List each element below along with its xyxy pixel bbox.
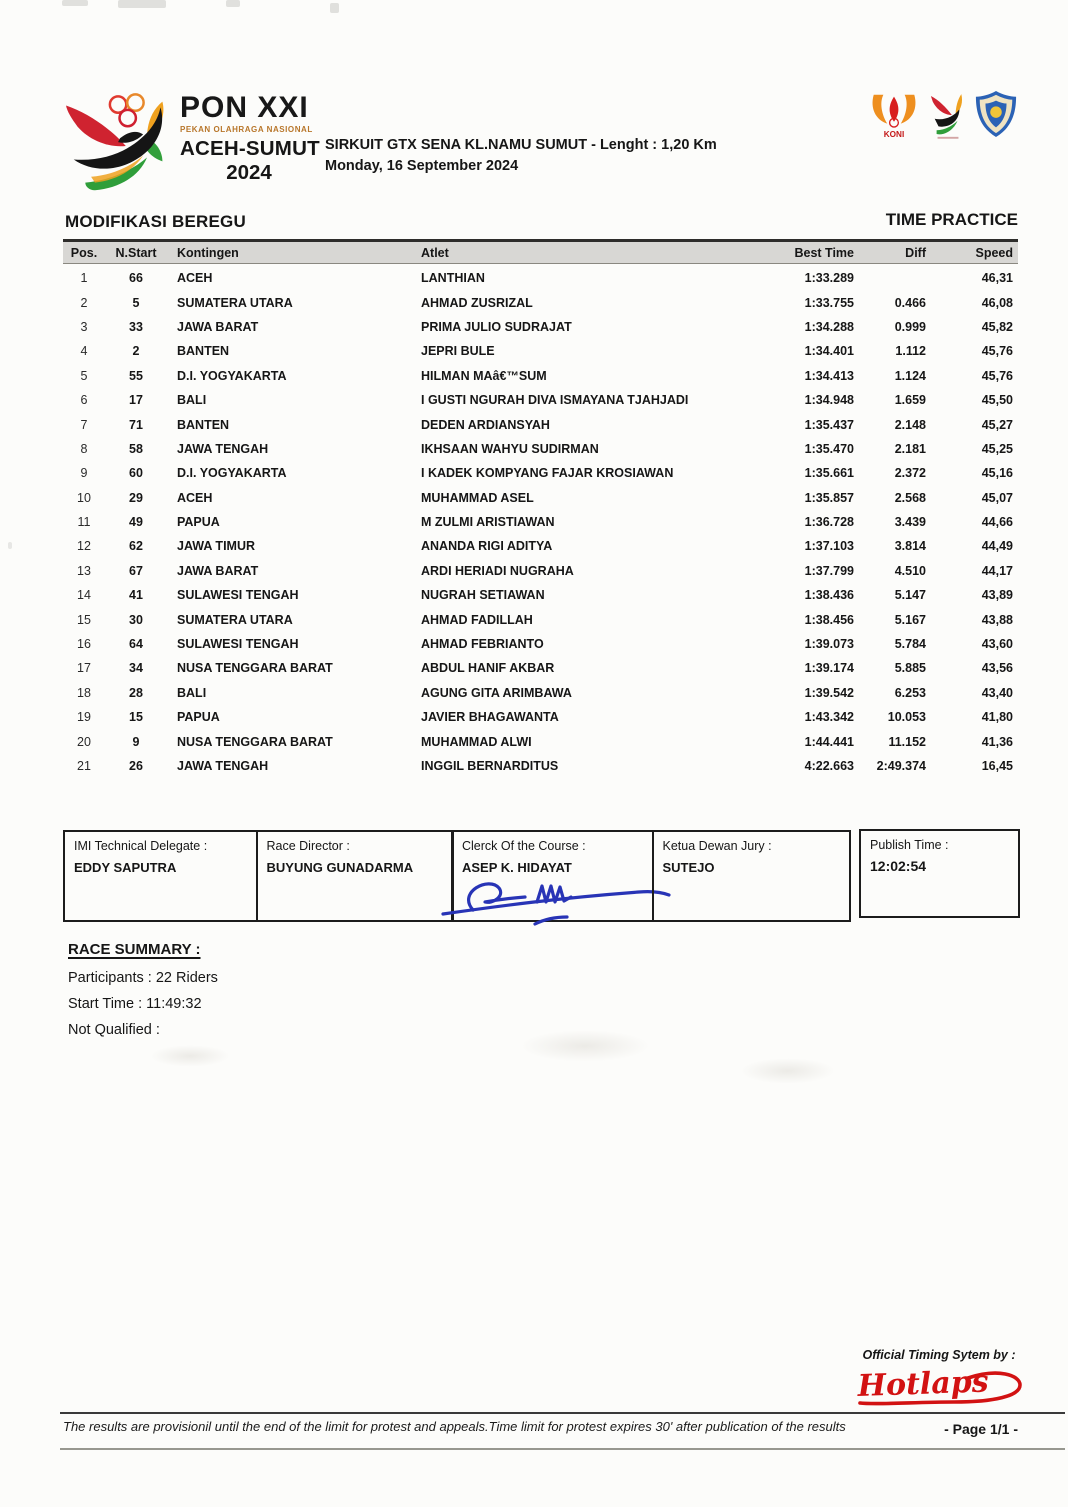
cell-speed: 45,82	[981, 319, 1013, 334]
cell-diff: 4.510	[894, 563, 926, 578]
cell-best-time: 1:39.073	[804, 637, 854, 652]
cell-diff: 2.372	[894, 466, 926, 481]
table-row	[63, 461, 1018, 485]
cell-best-time: 1:38.456	[804, 612, 854, 627]
cell-diff: 3.439	[894, 515, 926, 530]
cell-diff: 1.659	[894, 393, 926, 408]
cell-speed: 45,76	[981, 344, 1013, 359]
cell-n-start: 62	[129, 539, 143, 554]
cell-pos: 18	[77, 685, 91, 700]
table-row	[63, 486, 1018, 510]
cell-speed: 45,50	[981, 393, 1013, 408]
cell-n-start: 41	[129, 588, 143, 603]
cell-diff: 2:49.374	[876, 759, 926, 773]
cell-n-start: 60	[129, 466, 143, 481]
cell-kontingen: ACEH	[177, 490, 213, 505]
table-row	[63, 412, 1018, 436]
table-row	[63, 583, 1018, 607]
cell-pos: 3	[80, 319, 88, 334]
cell-n-start: 28	[129, 685, 143, 700]
cell-diff: 0.466	[894, 295, 926, 310]
table-row	[63, 705, 1018, 729]
scan-artifact	[8, 542, 12, 549]
cell-n-start: 2	[132, 344, 140, 359]
footer-disclaimer: The results are provisionil until the end of the limit for protest and appeals.Time limit for protest expires 30' after publication of the results	[63, 1419, 846, 1434]
race-summary-not-qualified: Not Qualified :	[68, 1022, 160, 1038]
cell-speed: 44,17	[981, 563, 1013, 578]
cell-speed: 16,45	[981, 759, 1013, 773]
cell-diff: 2.148	[894, 417, 926, 432]
cell-pos: 1	[80, 271, 88, 286]
cell-speed: 44,49	[981, 539, 1013, 554]
cell-best-time: 1:35.437	[804, 417, 854, 432]
table-row	[63, 388, 1018, 412]
scan-artifact	[118, 0, 166, 8]
official-name: ASEP K. HIDAYAT	[462, 860, 572, 875]
race-summary	[68, 941, 218, 1043]
cell-best-time: 1:39.174	[804, 661, 854, 676]
cell-diff: 5.147	[894, 588, 926, 603]
pon-small-logo-icon	[929, 88, 967, 142]
official-box-technical-delegate	[63, 830, 258, 922]
cell-atlet: INGGIL BERNARDITUS	[421, 759, 559, 773]
cell-diff: 1.112	[895, 344, 926, 359]
cell-speed: 43,89	[981, 588, 1013, 603]
results-table-body	[63, 266, 1018, 778]
scan-artifact	[330, 3, 339, 13]
cell-kontingen: BALI	[177, 393, 207, 408]
official-label: Race Director :	[266, 839, 350, 853]
cell-diff: 2.568	[894, 490, 926, 505]
cell-best-time: 1:35.857	[804, 490, 854, 505]
scan-artifact	[62, 0, 88, 6]
official-box-race-director	[256, 830, 454, 922]
cell-atlet: ARDI HERIADI NUGRAHA	[421, 563, 574, 578]
cell-atlet: AHMAD FADILLAH	[421, 612, 533, 627]
cell-best-time: 1:33.289	[804, 271, 854, 286]
cell-diff: 1.124	[894, 368, 926, 383]
race-summary-start-time: Start Time : 11:49:32	[68, 996, 202, 1012]
cell-pos: 16	[77, 637, 91, 652]
official-label: Clerck Of the Course :	[462, 839, 586, 853]
cell-n-start: 67	[129, 563, 143, 578]
cell-diff: 5.885	[894, 661, 926, 676]
session-title: TIME PRACTICE	[885, 210, 1018, 229]
cell-best-time: 4:22.663	[804, 759, 854, 773]
cell-kontingen: SULAWESI TENGAH	[177, 637, 299, 652]
table-row	[63, 559, 1018, 583]
pon-host: ACEH-SUMUT	[180, 137, 320, 160]
official-name: BUYUNG GUNADARMA	[266, 860, 414, 875]
cell-n-start: 66	[129, 271, 143, 286]
scan-smudge	[520, 1030, 650, 1062]
cell-best-time: 1:37.799	[804, 563, 854, 578]
cell-atlet: M ZULMI ARISTIAWAN	[421, 515, 555, 530]
header-right-logos	[866, 88, 1018, 142]
cell-diff: 5.167	[894, 612, 926, 627]
race-summary-heading: RACE SUMMARY :	[68, 941, 201, 958]
official-label: Ketua Dewan Jury :	[662, 839, 772, 853]
cell-best-time: 1:33.755	[804, 295, 854, 310]
cell-best-time: 1:44.441	[804, 734, 854, 749]
cell-pos: 6	[80, 393, 88, 408]
cell-n-start: 55	[129, 368, 143, 383]
cell-n-start: 49	[129, 515, 143, 530]
table-row	[63, 339, 1018, 363]
cell-pos: 13	[77, 563, 91, 578]
cell-pos: 2	[80, 295, 88, 310]
koni-label: KONI	[883, 130, 905, 140]
cell-kontingen: NUSA TENGGARA BARAT	[177, 661, 333, 676]
cell-speed: 44,66	[981, 515, 1013, 530]
scan-smudge	[740, 1058, 835, 1084]
cell-diff: 2.181	[894, 441, 926, 456]
col-header-kontingen: Kontingen	[177, 245, 239, 260]
cell-atlet: AGUNG GITA ARIMBAWA	[421, 685, 572, 700]
col-header-pos: Pos.	[70, 245, 98, 260]
cell-pos: 12	[77, 539, 91, 554]
cell-n-start: 34	[129, 661, 143, 676]
timing-system-label: Official Timing Sytem by :	[862, 1348, 1016, 1362]
cell-n-start: 9	[132, 734, 140, 749]
scan-artifact	[226, 0, 240, 7]
cell-kontingen: D.I. YOGYAKARTA	[177, 368, 287, 383]
cell-n-start: 64	[129, 637, 143, 652]
cell-atlet: MUHAMMAD ASEL	[421, 490, 534, 505]
category-title: MODIFIKASI BEREGU	[65, 212, 246, 231]
cell-n-start: 29	[129, 490, 143, 505]
race-summary-participants: Participants : 22 Riders	[68, 970, 218, 986]
col-header-atlet: Atlet	[421, 245, 449, 260]
page-number: - Page 1/1 -	[944, 1421, 1018, 1437]
cell-n-start: 15	[129, 710, 143, 725]
cell-best-time: 1:36.728	[804, 515, 854, 530]
cell-speed: 41,36	[981, 734, 1013, 749]
cell-kontingen: SUMATERA UTARA	[177, 295, 293, 310]
official-box-clerk-of-course	[451, 830, 654, 922]
cell-kontingen: JAWA TENGAH	[177, 441, 269, 456]
cell-n-start: 30	[129, 612, 143, 627]
cell-atlet: MUHAMMAD ALWI	[421, 734, 532, 749]
table-row	[63, 607, 1018, 631]
table-row	[63, 290, 1018, 314]
cell-kontingen: ACEH	[177, 271, 213, 286]
cell-pos: 20	[77, 734, 91, 749]
cell-atlet: JAVIER BHAGAWANTA	[421, 710, 559, 725]
cell-n-start: 5	[132, 295, 140, 310]
cell-speed: 46,31	[981, 271, 1013, 286]
cell-atlet: HILMAN MAâ€™SUM	[421, 368, 547, 383]
cell-pos: 7	[80, 417, 88, 432]
col-header-nstart: N.Start	[115, 245, 157, 260]
cell-pos: 8	[80, 441, 88, 456]
hotlaps-wordmark: Hotlaps	[857, 1364, 990, 1404]
koni-logo-icon	[866, 88, 922, 140]
cell-pos: 15	[77, 612, 91, 627]
table-row	[63, 266, 1018, 290]
cell-best-time: 1:34.401	[804, 344, 854, 359]
cell-atlet: LANTHIAN	[421, 271, 485, 286]
cell-best-time: 1:35.661	[804, 466, 854, 481]
cell-n-start: 71	[129, 417, 143, 432]
cell-n-start: 17	[129, 393, 143, 408]
cell-diff: 11.152	[888, 734, 926, 749]
cell-atlet: I GUSTI NGURAH DIVA ISMAYANA TJAHJADI	[421, 393, 689, 408]
cell-kontingen: PAPUA	[177, 515, 220, 530]
cell-speed: 43,88	[981, 612, 1013, 627]
cell-kontingen: BALI	[177, 685, 207, 700]
cell-kontingen: BANTEN	[177, 344, 230, 359]
cell-diff: 3.814	[894, 539, 926, 554]
cell-atlet: ABDUL HANIF AKBAR	[421, 661, 555, 676]
cell-speed: 43,60	[981, 637, 1013, 652]
table-row	[63, 656, 1018, 680]
table-row	[63, 534, 1018, 558]
cell-speed: 45,25	[981, 441, 1013, 456]
cell-atlet: DEDEN ARDIANSYAH	[421, 417, 550, 432]
official-name: EDDY SAPUTRA	[74, 860, 177, 875]
cell-atlet: IKHSAAN WAHYU SUDIRMAN	[421, 441, 599, 456]
publish-time-box	[859, 829, 1020, 918]
table-row	[63, 315, 1018, 339]
pon-year: 2024	[226, 161, 272, 184]
cell-best-time: 1:34.413	[804, 368, 854, 383]
cell-best-time: 1:35.470	[804, 441, 854, 456]
cell-speed: 45,07	[981, 490, 1013, 505]
hotlaps-logo-icon	[846, 1362, 1026, 1414]
circuit-name: SIRKUIT GTX SENA KL.NAMU SUMUT - Lenght : 1,20 Km	[325, 137, 717, 153]
publish-time-label: Publish Time :	[870, 838, 949, 852]
pon-title: PON XXI	[180, 91, 309, 124]
cell-kontingen: PAPUA	[177, 710, 220, 725]
official-label: IMI Technical Delegate :	[74, 839, 208, 853]
table-row	[63, 632, 1018, 656]
cell-diff: 10.053	[887, 710, 926, 725]
cell-speed: 43,56	[981, 661, 1013, 676]
cell-best-time: 1:34.288	[804, 319, 854, 334]
cell-kontingen: JAWA BARAT	[177, 319, 259, 334]
official-name: SUTEJO	[662, 860, 715, 875]
cell-diff: 6.253	[894, 685, 926, 700]
official-box-jury-chief	[652, 830, 851, 922]
pon-subtitle: PEKAN OLAHRAGA NASIONAL	[180, 125, 313, 134]
footer-divider-top	[60, 1412, 1065, 1414]
table-row	[63, 681, 1018, 705]
cell-best-time: 1:38.436	[804, 588, 854, 603]
cell-pos: 14	[77, 588, 91, 603]
footer-divider-bottom	[60, 1448, 1065, 1450]
pon-xxi-bird-logo-icon	[62, 92, 178, 198]
cell-speed: 46,08	[981, 295, 1013, 310]
cell-pos: 11	[77, 515, 91, 530]
cell-diff: 5.784	[894, 637, 926, 652]
cell-best-time: 1:37.103	[804, 539, 854, 554]
cell-speed: 45,76	[981, 368, 1013, 383]
officials-row	[63, 830, 851, 922]
table-row	[63, 754, 1018, 778]
cell-pos: 21	[77, 759, 91, 773]
cell-atlet: PRIMA JULIO SUDRAJAT	[421, 319, 572, 334]
table-row	[63, 729, 1018, 753]
cell-speed: 45,27	[981, 417, 1013, 432]
cell-pos: 10	[77, 490, 91, 505]
table-row	[63, 364, 1018, 388]
cell-best-time: 1:39.542	[804, 685, 854, 700]
scan-smudge	[150, 1045, 230, 1067]
cell-diff: 0.999	[894, 319, 926, 334]
cell-n-start: 33	[129, 319, 143, 334]
cell-kontingen: BANTEN	[177, 417, 230, 432]
table-row	[63, 437, 1018, 461]
imi-shield-logo-icon	[974, 88, 1018, 140]
cell-best-time: 1:34.948	[804, 393, 854, 408]
cell-kontingen: D.I. YOGYAKARTA	[177, 466, 287, 481]
cell-pos: 17	[77, 661, 91, 676]
cell-atlet: AHMAD FEBRIANTO	[421, 637, 544, 652]
event-info	[325, 137, 717, 174]
cell-kontingen: SUMATERA UTARA	[177, 612, 293, 627]
cell-pos: 4	[80, 344, 88, 359]
cell-speed: 41,80	[981, 710, 1013, 725]
event-date: Monday, 16 September 2024	[325, 158, 519, 174]
cell-atlet: I KADEK KOMPYANG FAJAR KROSIAWAN	[421, 466, 674, 481]
col-header-best-time: Best Time	[794, 245, 854, 260]
cell-pos: 19	[77, 710, 91, 725]
results-table-header	[63, 239, 1018, 264]
cell-kontingen: JAWA TENGAH	[177, 759, 269, 773]
table-row	[63, 510, 1018, 534]
publish-time-value: 12:02:54	[870, 858, 927, 874]
cell-kontingen: JAWA BARAT	[177, 563, 259, 578]
signature-icon	[439, 870, 677, 932]
cell-kontingen: JAWA TIMUR	[177, 539, 256, 554]
cell-speed: 43,40	[981, 685, 1013, 700]
cell-atlet: AHMAD ZUSRIZAL	[421, 295, 533, 310]
cell-kontingen: NUSA TENGGARA BARAT	[177, 734, 333, 749]
cell-n-start: 26	[129, 759, 143, 773]
cell-pos: 5	[80, 368, 88, 383]
cell-n-start: 58	[129, 441, 143, 456]
cell-best-time: 1:43.342	[804, 710, 854, 725]
cell-kontingen: SULAWESI TENGAH	[177, 588, 299, 603]
col-header-diff: Diff	[905, 245, 926, 260]
cell-atlet: ANANDA RIGI ADITYA	[421, 539, 553, 554]
cell-speed: 45,16	[981, 466, 1013, 481]
cell-pos: 9	[80, 466, 88, 481]
col-header-speed: Speed	[975, 245, 1013, 260]
cell-atlet: NUGRAH SETIAWAN	[421, 588, 545, 603]
cell-atlet: JEPRI BULE	[421, 344, 495, 359]
